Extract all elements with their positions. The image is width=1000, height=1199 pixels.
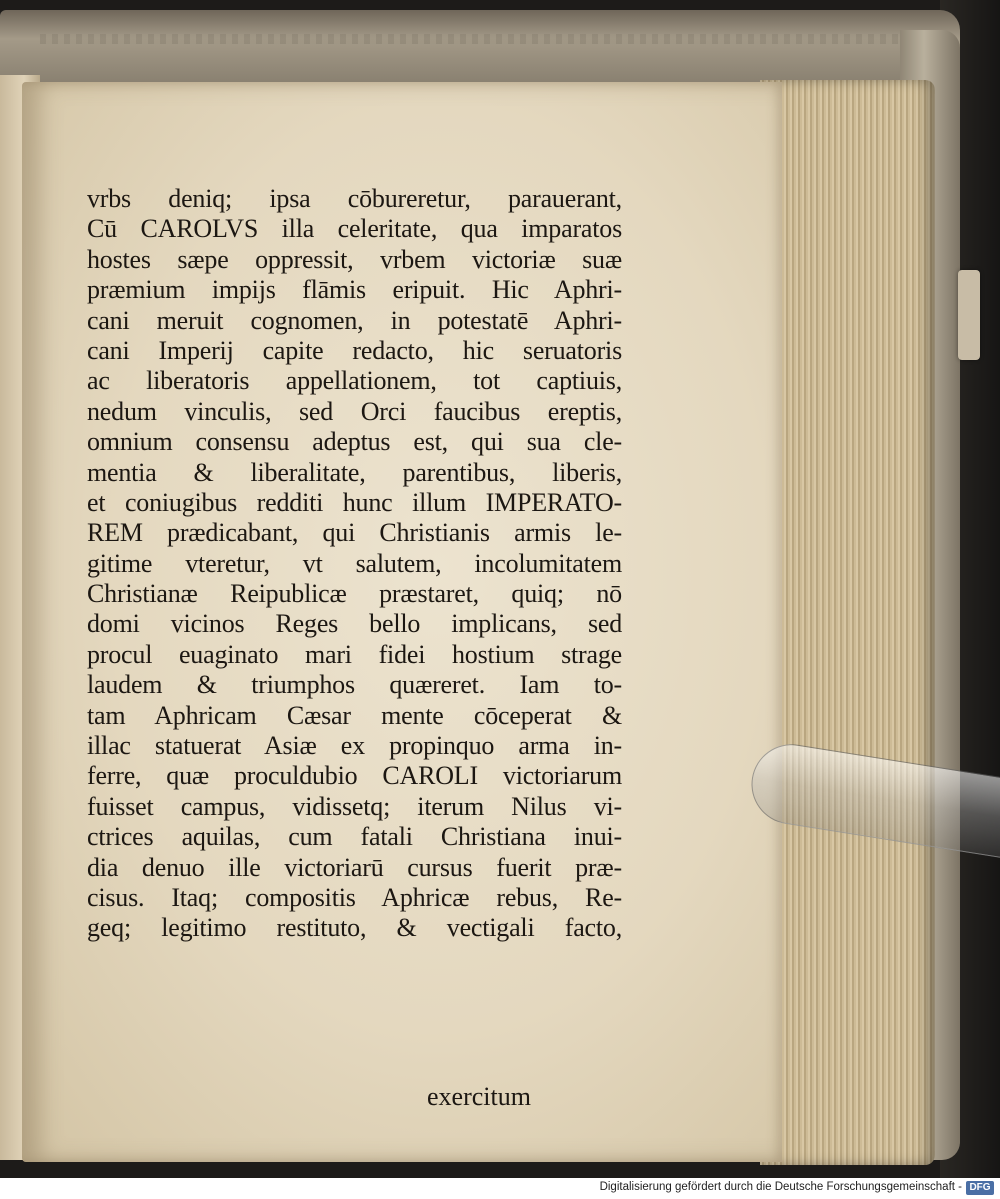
book-page: [22, 82, 782, 1162]
text-line: procul euaginato mari fidei hostium strage: [87, 639, 622, 669]
dfg-logo: DFG: [966, 1181, 994, 1195]
text-line: et coniugibus redditi hunc illum IMPERATO-: [87, 487, 622, 517]
text-block: [87, 184, 622, 944]
text-line: ac liberatoris appellationem, tot captiuis,: [87, 366, 622, 396]
text-line: Christianæ Reipublicæ præstaret, quiq; nō: [87, 579, 622, 609]
text-line: hostes sæpe oppressit, vrbem victoriæ suæ: [87, 244, 622, 274]
text-line: dia denuo ille victoriarū cursus fuerit præ-: [87, 852, 622, 882]
bookmark-tab: [958, 270, 980, 360]
page-edges: [760, 80, 935, 1165]
text-line: ctrices aquilas, cum fatali Christiana inui-: [87, 822, 622, 852]
text-line: laudem & triumphos quæreret. Iam to-: [87, 670, 622, 700]
text-line: præmium impijs flāmis eripuit. Hic Aphri-: [87, 275, 622, 305]
text-line: mentia & liberalitate, parentibus, liberis,: [87, 457, 622, 487]
text-line: nedum vinculis, sed Orci faucibus ereptis,: [87, 396, 622, 426]
text-line: Cū CAROLVS illa celeritate, qua imparatos: [87, 214, 622, 244]
catchword: exercitum: [427, 1082, 531, 1111]
text-line: ferre, quæ proculdubio CAROLI victoriarum: [87, 761, 622, 791]
text-line: omnium consensu adeptus est, qui sua cle-: [87, 427, 622, 457]
funding-credit: Digitalisierung gefördert durch die Deutsche Forschungsgemeinschaft -: [599, 1181, 962, 1193]
text-line: tam Aphricam Cæsar mente cōceperat &: [87, 700, 622, 730]
text-line: illac statuerat Asiæ ex propinquo arma in-: [87, 731, 622, 761]
footer-bar: [0, 1178, 1000, 1199]
text-line: domi vicinos Reges bello implicans, sed: [87, 609, 622, 639]
text-line: vrbs deniq; ipsa cōbureretur, parauerant,: [87, 184, 622, 213]
text-line: REM prædicabant, qui Christianis armis le-: [87, 518, 622, 548]
text-line: geq; legitimo restituto, & vectigali facto,: [87, 913, 622, 943]
text-line: fuisset campus, vidissetq; iterum Nilus vi-: [87, 791, 622, 821]
text-line: cani Imperij capite redacto, hic seruatoris: [87, 335, 622, 365]
text-line: cisus. Itaq; compositis Aphricæ rebus, Re-: [87, 882, 622, 912]
book-binding-top: [0, 10, 960, 82]
text-line: gitime vteretur, vt salutem, incolumitatem: [87, 548, 622, 578]
text-line: cani meruit cognomen, in potestatē Aphri-: [87, 305, 622, 335]
